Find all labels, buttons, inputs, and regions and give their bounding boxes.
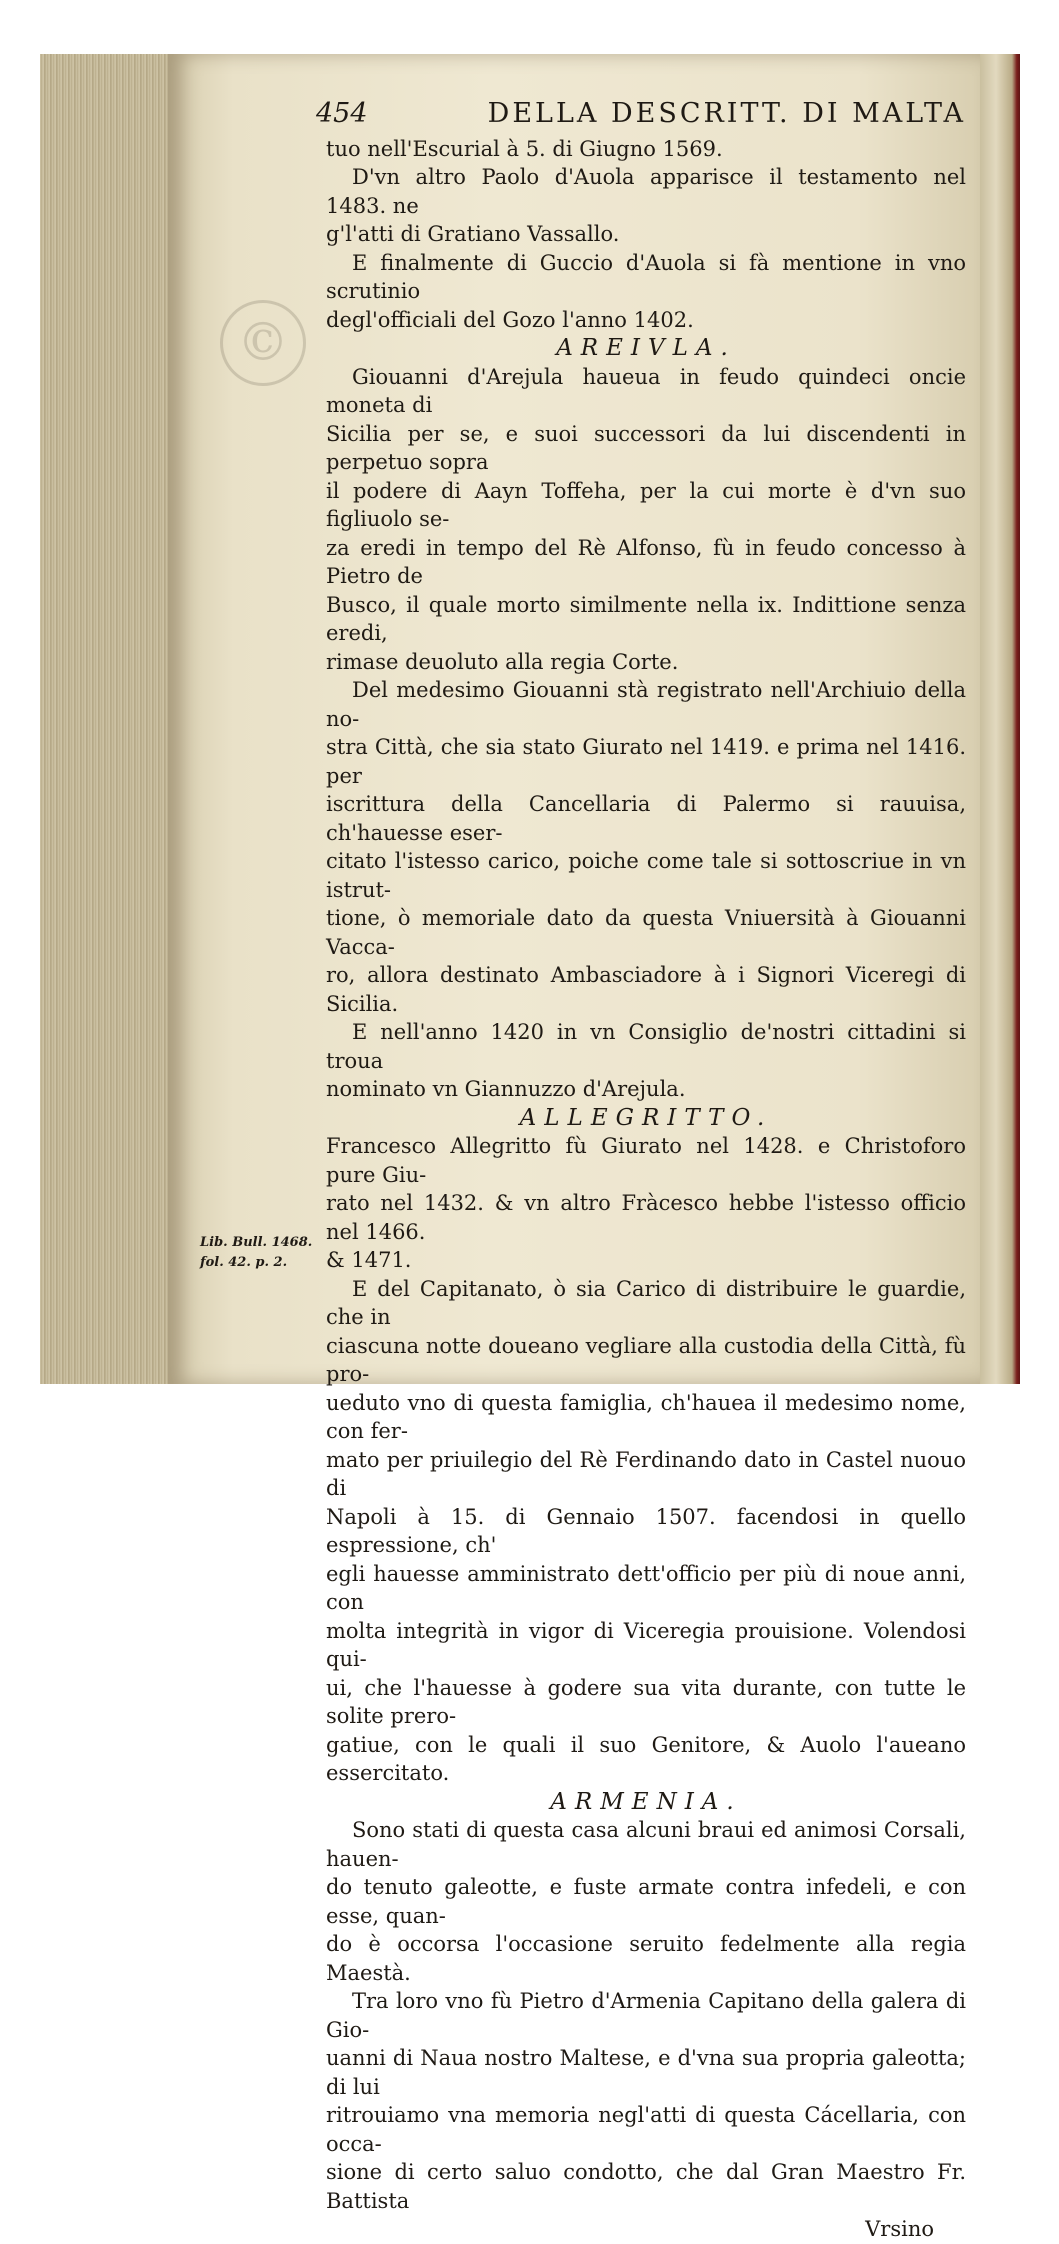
margin-note-line: fol. 42. p. 2. xyxy=(200,1255,288,1270)
text-line: Del medesimo Giouanni stà registrato nell'Archiuio della no- xyxy=(326,678,966,731)
text-lines xyxy=(326,135,966,2216)
text-line: mato per priuilegio del Rè Ferdinando dato in Castel nuouo di xyxy=(326,1447,966,1500)
text-line: Giouanni d'Arejula haueua in feudo quindeci oncie moneta di xyxy=(326,364,966,417)
text-line: ciascuna notte doueano vegliare alla custodia della Città, fù pro- xyxy=(326,1333,966,1386)
margin-note-line: Lib. Bull. 1468. xyxy=(200,1235,313,1250)
text-line: Francesco Allegritto fù Giurato nel 1428. e Christoforo pure Giu- xyxy=(326,1134,966,1187)
text-line: uanni di Naua nostro Maltese, e d'vna sua propria galeotta; di lui xyxy=(326,2046,966,2099)
text-line: rimase deuoluto alla regia Corte. xyxy=(326,649,679,674)
page-edges-right xyxy=(980,54,1020,1384)
text-line: citato l'istesso carico, poiche come tale si sottoscriue in vn istrut- xyxy=(326,849,966,902)
text-line: degl'officiali del Gozo l'anno 1402. xyxy=(326,307,694,332)
text-line: egli hauesse amministrato dett'officio per più di noue anni, con xyxy=(326,1561,966,1614)
text-line: stra Città, che sia stato Giurato nel 1419. e prima nel 1416. per xyxy=(326,735,966,788)
text-line: do tenuto galeotte, e fuste armate contra infedeli, e con esse, quan- xyxy=(326,1875,966,1928)
section-heading: AREIVLA. xyxy=(556,335,736,361)
text-line: tuo nell'Escurial à 5. di Giugno 1569. xyxy=(326,136,723,161)
margin-note xyxy=(200,1233,312,1273)
text-line: D'vn altro Paolo d'Auola apparisce il testamento nel 1483. ne xyxy=(326,165,966,218)
text-line: tione, ò memoriale dato da questa Vniuersità à Giouanni Vacca- xyxy=(326,906,966,959)
running-head xyxy=(316,100,966,129)
text-line: E finalmente di Guccio d'Auola si fà mentione in vno scrutinio xyxy=(326,250,966,303)
text-line: g'l'atti di Gratiano Vassallo. xyxy=(326,222,620,246)
text-line: Sono stati di questa casa alcuni braui ed animosi Corsali, hauen- xyxy=(326,1818,966,1871)
text-line: gatiue, con le quali il suo Genitore, & Auolo l'aueano essercitato. xyxy=(326,1732,966,1785)
text-line: Busco, il quale morto similmente nella ix. Indittione senza eredi, xyxy=(326,592,966,645)
text-line: ro, allora destinato Ambasciadore à i Signori Viceregi di Sicilia. xyxy=(326,963,966,1016)
page-edges-left xyxy=(40,54,168,1384)
watermark-copyright-icon: © xyxy=(220,300,306,386)
text-line: Tra loro vno fù Pietro d'Armenia Capitano della galera di Gio- xyxy=(326,1989,966,2042)
text-line: iscrittura della Cancellaria di Palermo si rauuisa, ch'hauesse eser- xyxy=(326,792,966,845)
text-line: molta integrità in vigor di Viceregia prouisione. Volendosi qui- xyxy=(326,1618,966,1671)
text-line: Napoli à 15. di Gennaio 1507. facendosi in quello espressione, ch' xyxy=(326,1504,966,1557)
text-line: za eredi in tempo del Rè Alfonso, fù in feudo concesso à Pietro de xyxy=(326,535,966,588)
catchword: Vrsino xyxy=(865,2217,934,2241)
text-line: E del Capitanato, ò sia Carico di distribuire le guardie, che in xyxy=(326,1276,966,1329)
running-title: DELLA DESCRITT. DI MALTA xyxy=(487,98,966,129)
page-number: 454 xyxy=(316,98,368,129)
text-line: ueduto vno di questa famiglia, ch'hauea il medesimo nome, con fer- xyxy=(326,1390,966,1443)
text-line: E nell'anno 1420 in vn Consiglio de'nostri cittadini si troua xyxy=(326,1020,966,1073)
text-line: nominato vn Giannuzzo d'Arejula. xyxy=(326,1077,686,1101)
text-line: rato nel 1432. & vn altro Fràcesco hebbe l'istesso officio nel 1466. xyxy=(326,1191,966,1244)
text-line: sione di certo saluo condotto, che dal Gran Maestro Fr. Battista xyxy=(326,2160,966,2213)
page-text xyxy=(316,98,966,2244)
text-line: & 1471. xyxy=(326,1248,412,1272)
section-heading: ARMENIA. xyxy=(550,1788,742,1815)
text-line: ritrouiamo vna memoria negl'atti di questa Cácellaria, con occa- xyxy=(326,2103,966,2156)
text-line: Sicilia per se, e suoi successori da lui discendenti in perpetuo sopra xyxy=(326,421,966,474)
section-heading: ALLEGRITTO. xyxy=(519,1104,773,1131)
text-line: ui, che l'hauesse à godere sua vita durante, con tutte le solite prero- xyxy=(326,1675,966,1728)
text-line: il podere di Aayn Toffeha, per la cui morte è d'vn suo figliuolo se- xyxy=(326,478,966,531)
text-line: do è occorsa l'occasione seruito fedelmente alla regia Maestà. xyxy=(326,1932,966,1985)
